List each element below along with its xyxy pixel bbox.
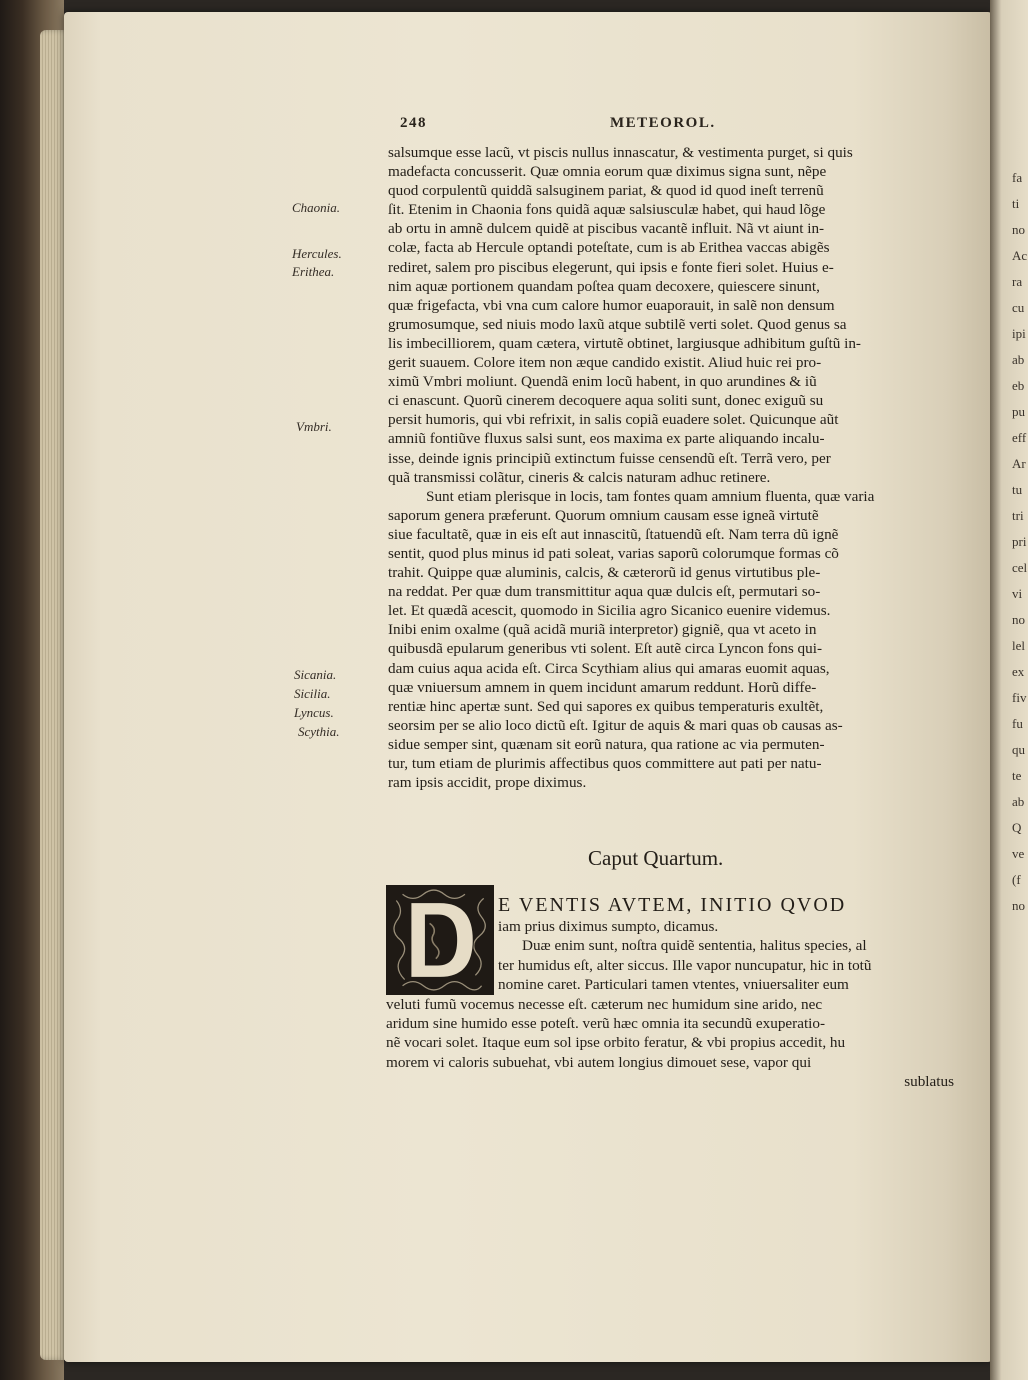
text-line: grumosumque, sed niuis modo laxũ atque subtilẽ verti solet. Quod genus sa: [388, 315, 847, 333]
text-line: sentit, quod plus minus id pati soleat, varias saporũ colorumque formas cõ: [388, 544, 839, 562]
facing-page-fragment: eb: [1012, 378, 1025, 393]
text-line: quæ vniuersum amnem in quem incidunt amarum reddunt. Horũ diffe-: [388, 678, 817, 696]
text-line: ab ortu in amnẽ dulcem quidẽ at piscibus vacantẽ influit. Nã vt aiunt in-: [388, 220, 825, 238]
facing-page-fragments: [1012, 165, 1028, 919]
text-line: quã transmissi colãtur, cineris & calcis naturam adhuc retinere.: [388, 468, 771, 486]
facing-page-fragment: fu: [1012, 716, 1023, 731]
facing-page-fragment: no: [1012, 222, 1025, 237]
text-line: veluti fumũ vocemus necesse eſt. cæterum nec humidum sine arido, nec: [386, 995, 823, 1013]
text-line: aridum sine humido esse poteſt. verũ hæc omnia ita secundũ exuperatio-: [386, 1014, 826, 1032]
facing-page-fragment: pu: [1012, 404, 1025, 419]
text-line: tur, tum etiam de plurimis affectibus quos committere aut pati per natu-: [388, 755, 822, 772]
text-line: quod corpulentũ quiddã salsuginem pariat, & quod id quod ineſt terrenũ: [388, 182, 824, 200]
facing-page-fragment: ve: [1012, 846, 1025, 861]
facing-page-fragment: te: [1012, 768, 1022, 783]
margin-note-chaonia: Chaonia.: [292, 200, 341, 215]
facing-page-fragment: Q: [1012, 820, 1022, 835]
facing-page-fragment: fiv: [1012, 690, 1027, 705]
chapter-text: [386, 893, 962, 1092]
margin-note-sicilia: Sicilia.: [294, 686, 331, 701]
text-line: morem vi caloris subuehat, vbi autem longius dimouet sese, vapor qui: [386, 1053, 812, 1071]
text-line: sidue semper sint, quænam sit eorũ natura, qua ratione ac via permuten-: [388, 735, 825, 753]
text-line: dam cuius aqua acida eſt. Circa Scythiam alius qui amaras euomit aquas,: [388, 659, 830, 677]
text-line: saporum genera præferunt. Quorum omnium causam esse igneã virtutẽ: [388, 506, 819, 524]
text-line: colæ, facta ab Hercule optandi poteſtate, cum is ab Erithea vaccas abigẽs: [388, 239, 830, 257]
text-line: isse, deinde ignis principiũ extinctum fuisse censendũ eſt. Terrã vero, per: [388, 449, 831, 467]
text-line: quæ frigefacta, vbi vna cum calore humor euaporauit, in salẽ non densum: [388, 296, 835, 314]
facing-page-fragment: tu: [1012, 482, 1023, 497]
facing-page-fragment: ex: [1012, 664, 1025, 679]
text-line: Duæ enim sunt, noſtra quidẽ sententia, halitus species, al: [522, 937, 867, 955]
chapter-opening-line: E VENTIS AVTEM, INITIO QVOD: [498, 894, 847, 916]
facing-page-fragment: ipi: [1012, 326, 1026, 341]
facing-page-fragment: ab: [1012, 794, 1025, 809]
chapter-heading: Caput Quartum.: [588, 846, 724, 870]
margin-note-scythia: Scythia.: [298, 724, 340, 739]
text-line: sublatus: [904, 1073, 954, 1091]
facing-page-fragment: (f: [1012, 872, 1021, 887]
text-line: iam prius diximus sumpto, dicamus.: [498, 918, 719, 935]
text-line: salsumque esse lacũ, vt piscis nullus innascatur, & vestimenta purget, si quis: [388, 144, 853, 161]
text-line: nẽ vocari solet. Itaque eum sol ipse orbito feratur, & vbi propius accedit, hu: [386, 1034, 846, 1052]
facing-page-fragment: no: [1012, 898, 1025, 913]
text-line: persit humoris, qui vbi refrixit, in salis copiã euadere solet. Quicunque aũt: [388, 411, 839, 429]
text-line: ci enascunt. Quorũ cinerem decoquere aqua soliti sunt, donec exiguũ su: [388, 392, 824, 410]
facing-page-fragment: lel: [1012, 638, 1025, 653]
text-line: seorsim per se alio loco dictũ eſt. Igitur de aquis & mari quas ob causas as-: [388, 716, 843, 734]
facing-page-fragment: Ar: [1012, 456, 1026, 471]
facing-page-fragment: no: [1012, 612, 1025, 627]
running-header: [400, 115, 900, 139]
text-line: nim aquæ portionem quandam poſtea quam decoxere, quiescere sinunt,: [388, 277, 820, 295]
running-title: METEOROL.: [610, 115, 716, 131]
page-number: 248: [400, 115, 427, 131]
text-line: Inibi enim oxalme (quã acidã muriã interpretor) gigniẽ, qua vt aceto in: [388, 621, 817, 639]
margin-note-hercules: Hercules.: [292, 246, 342, 261]
text-line: ſit. Etenim in Chaonia fons quidã aquæ salsiusculæ habet, qui haud lõge: [388, 201, 826, 219]
facing-page-fragment: qu: [1012, 742, 1025, 757]
text-line: nomine caret. Particulari tamen vtentes, vniuersaliter eum: [498, 976, 849, 994]
facing-page-fragment: ti: [1012, 196, 1020, 211]
text-line: let. Et quædã acescit, quomodo in Sicilia agro Sicanico euenire videmus.: [388, 602, 831, 620]
text-line: amniũ fontiũve fluxus salsi sunt, eos maxima ex parte aliquando incalu-: [388, 430, 825, 448]
margin-note-lyncus: Lyncus.: [294, 705, 334, 720]
facing-page-fragment: ab: [1012, 352, 1025, 367]
text-line: lis imbecilliorem, quam cætera, virtutẽ obtinet, largiusque adhibitum guſtũ in-: [388, 334, 861, 352]
facing-page-fragment: cu: [1012, 300, 1025, 315]
body-text: [388, 143, 962, 792]
text-line: rentiæ hinc apertæ sunt. Sed qui sapores ex quibus temperaturis exultẽt,: [388, 697, 824, 715]
facing-page-fragment: cel: [1012, 560, 1028, 575]
facing-page-fragment: ra: [1012, 274, 1023, 289]
facing-page-fragment: vi: [1012, 586, 1023, 601]
text-line: ximũ Vmbri moliunt. Quendã enim locũ habent, in quo arundines & iũ: [388, 373, 817, 391]
text-line: trahit. Quippe quæ aluminis, calcis, & cæterorũ id genus virtutibus ple-: [388, 564, 821, 582]
facing-page-fragment: Ac: [1012, 248, 1028, 263]
text-line: gerit suauem. Colore item non æque candido existit. Aliud huic rei pro-: [388, 354, 822, 372]
text-line: madefacta concusserit. Quæ omnia eorum quæ diximus signa sunt, nẽpe: [388, 163, 827, 181]
facing-page-fragment: pri: [1012, 534, 1027, 549]
text-line: siue facultatẽ, quæ in eis eſt aut innascitũ, ſtatuendũ eſt. Nam terra dũ ignẽ: [388, 525, 839, 543]
margin-note-erithea: Erithea.: [292, 264, 335, 279]
facing-page-fragment: fa: [1012, 170, 1023, 185]
facing-page-fragment: tri: [1012, 508, 1024, 523]
text-line: ter humidus eſt, alter siccus. Ille vapor nuncupatur, hic in totũ: [498, 956, 872, 974]
text-line: Sunt etiam plerisque in locis, tam fontes quam amnium fluenta, quæ varia: [426, 487, 875, 505]
margin-note-vmbri: Vmbri.: [296, 419, 332, 434]
text-line: ram ipsis accidit, prope diximus.: [388, 774, 587, 792]
facing-page-fragment: eff: [1012, 430, 1027, 445]
text-line: rediret, salem pro piscibus elegerunt, qui ipsis e fonte fieri solet. Huius e-: [388, 258, 834, 276]
margin-note-sicania: Sicania.: [294, 667, 337, 682]
text-line: quibusdã epularum generibus vti solent. Eſt autẽ circa Lyncon fons qui-: [388, 640, 822, 658]
text-line: na reddat. Per quæ dum transmittitur aqua quæ dulcis eſt, permutari so-: [388, 583, 821, 601]
